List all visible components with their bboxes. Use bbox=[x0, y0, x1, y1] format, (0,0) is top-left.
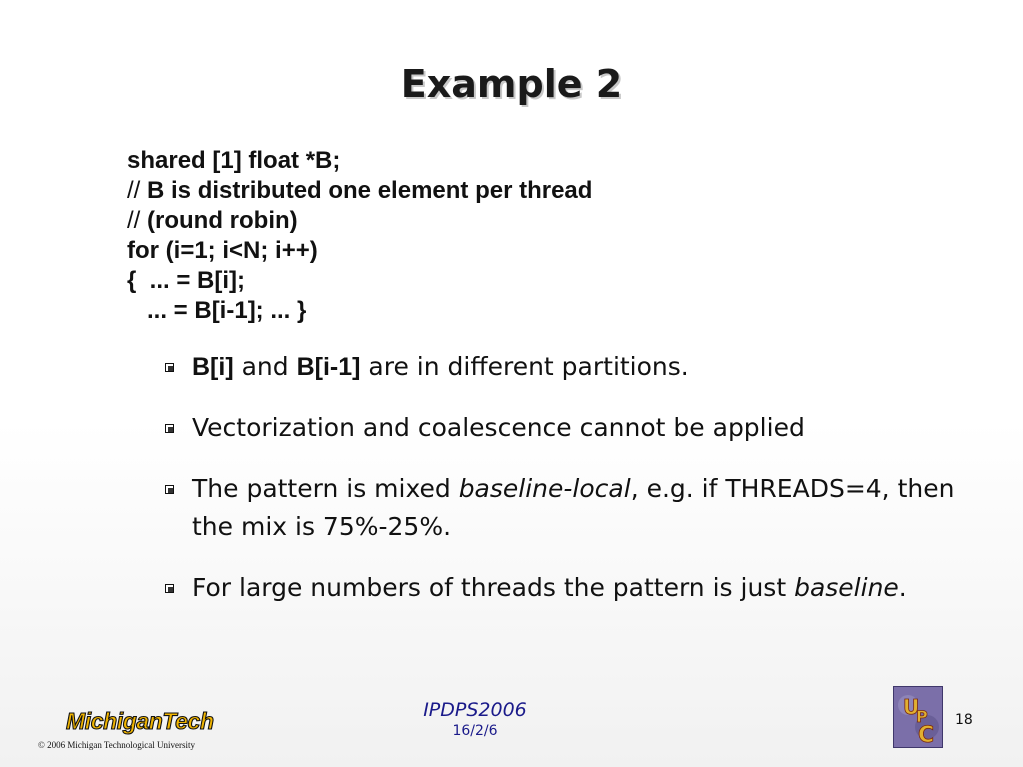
code-comment-marker: // bbox=[127, 177, 148, 204]
svg-text:P: P bbox=[916, 707, 928, 726]
square-bullet-icon bbox=[165, 424, 174, 433]
code-line bbox=[127, 146, 592, 176]
logo-text: MichiganTech bbox=[66, 708, 214, 734]
square-bullet-icon bbox=[165, 363, 174, 372]
conference-name: IPDPS2006 bbox=[423, 699, 527, 721]
bullet-item bbox=[165, 569, 965, 607]
bullet-item bbox=[165, 409, 965, 447]
bullet-text: , e.g. if THREADS=4, then the mix is 75%-25%. bbox=[192, 474, 955, 541]
code-line bbox=[127, 206, 592, 236]
bullet-text: . bbox=[898, 573, 907, 602]
bullet-code-text: B[i] bbox=[192, 353, 234, 381]
svg-text:C: C bbox=[918, 723, 935, 747]
bullet-item bbox=[165, 348, 965, 386]
bullet-text: For large numbers of threads the pattern is just bbox=[192, 573, 795, 602]
bullet-list bbox=[165, 348, 965, 630]
page-number: 18 bbox=[955, 712, 973, 728]
upc-logo-graphic bbox=[894, 687, 942, 747]
code-text: (round robin) bbox=[147, 207, 298, 234]
code-line bbox=[127, 236, 592, 266]
svg-text:U: U bbox=[903, 695, 920, 719]
code-line bbox=[127, 266, 592, 296]
code-line bbox=[127, 296, 592, 326]
bullet-text: are in different partitions. bbox=[360, 352, 689, 381]
code-line bbox=[127, 176, 592, 206]
code-comment-marker: // bbox=[127, 207, 148, 234]
square-bullet-icon bbox=[165, 584, 174, 593]
code-text: ... = B[i-1]; ... } bbox=[127, 297, 307, 324]
code-text: for (i=1; i<N; i++) bbox=[127, 237, 318, 264]
code-block bbox=[127, 146, 592, 326]
footer-center bbox=[390, 698, 560, 740]
bullet-italic-text: baseline bbox=[794, 573, 899, 602]
bullet-text: The pattern is mixed bbox=[192, 474, 459, 503]
square-bullet-icon bbox=[165, 485, 174, 494]
bullet-code-text: B[i-1] bbox=[296, 353, 361, 381]
bullet-text: Vectorization and coalescence cannot be applied bbox=[192, 413, 805, 442]
code-text: shared [1] float *B; bbox=[127, 147, 341, 174]
bullet-italic-text: baseline-local bbox=[458, 474, 631, 503]
code-text: { ... = B[i]; bbox=[127, 267, 246, 294]
code-text: B is distributed one element per thread bbox=[147, 177, 593, 204]
presentation-date: 16/2/6 bbox=[452, 723, 498, 739]
bullet-item bbox=[165, 470, 965, 546]
upc-logo bbox=[893, 686, 943, 748]
michigan-tech-logo bbox=[62, 704, 220, 736]
slide-title: Example 2 bbox=[400, 62, 623, 106]
bullet-text: and bbox=[233, 352, 297, 381]
copyright-text: © 2006 Michigan Technological University bbox=[38, 740, 196, 750]
